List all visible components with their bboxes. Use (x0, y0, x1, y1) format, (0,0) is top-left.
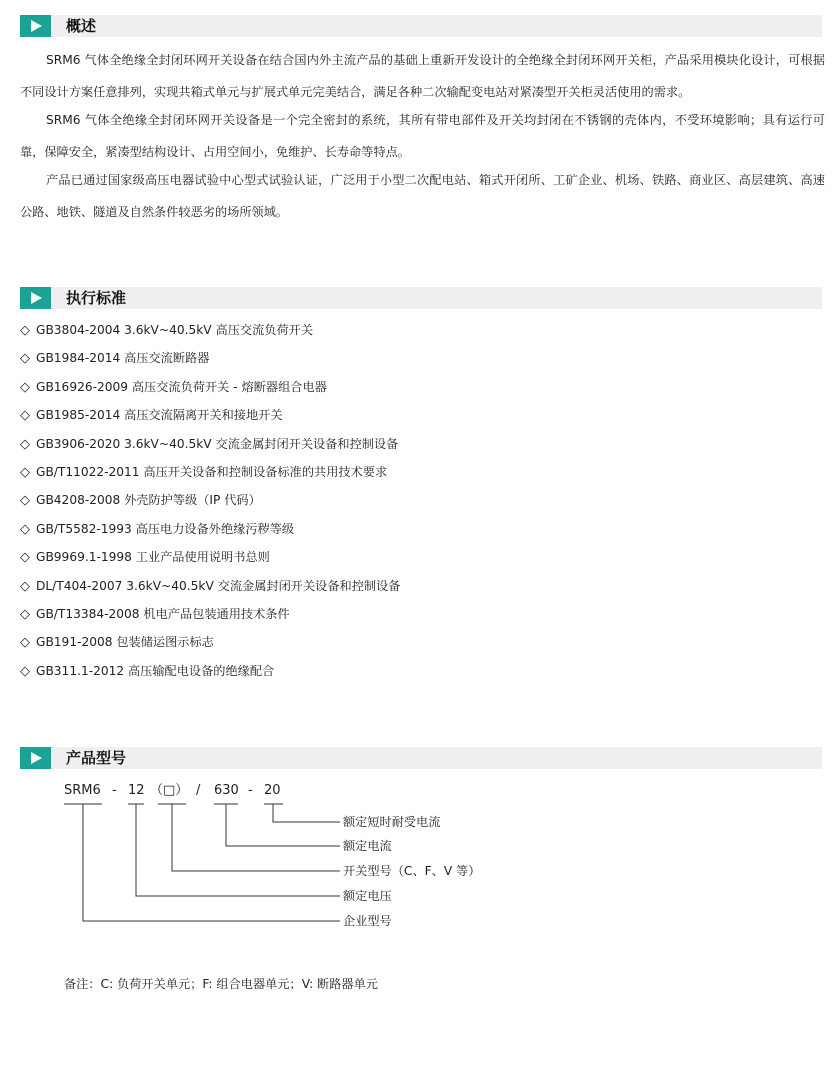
label-switch-type: 开关型号（C、F、V 等） (343, 864, 481, 878)
label-enterprise-model: 企业型号 (343, 914, 392, 928)
diamond-bullet-icon: ◇ (20, 550, 30, 566)
diamond-bullet-icon: ◇ (20, 521, 30, 537)
diamond-bullet-icon: ◇ (20, 635, 30, 651)
label-rated-current: 额定电流 (343, 839, 392, 853)
label-short-time-current: 额定短时耐受电流 (343, 815, 441, 829)
model-code-voltage: 12 (128, 783, 145, 798)
list-item: ◇ GB3906-2020 3.6kV~40.5kV 交流金属封闭开关设备和控制设备 (20, 430, 400, 458)
list-item: ◇ GB311.1-2012 高压输配电设备的绝缘配合 (20, 657, 400, 685)
model-code-slash: / (196, 783, 201, 798)
list-item: ◇ GB/T13384-2008 机电产品包装通用技术条件 (20, 600, 400, 628)
model-note: 备注：C: 负荷开关单元；F: 组合电器单元；V: 断路器单元 (64, 977, 378, 991)
overview-paragraph-3: 产品已通过国家级高压电器试验中心型式试验认证，广泛用于小型二次配电站、箱式开闭所、工矿企业、机场、铁路、商业区、高层建筑、高速公路、地铁、隧道及自然条件较恶劣的场所领域。 (20, 173, 825, 219)
standards-title: 执行标准 (66, 289, 127, 307)
model-code-dash-1: - (112, 783, 117, 798)
overview-title: 概述 (66, 17, 97, 35)
list-item: ◇ GB1985-2014 高压交流隔离开关和接地开关 (20, 401, 400, 429)
diamond-bullet-icon: ◇ (20, 323, 30, 338)
model-title: 产品型号 (66, 749, 127, 767)
overview-paragraph-1: SRM6 气体全绝缘全封闭环网开关设备在结合国内外主流产品的基础上重新开发设计的全绝缘全封闭环网开关柜，产品采用模块化设计，可根据不同设计方案任意排列，实现共箱式单元与扩展式单元完美结合，满足各种二次输配变电站对紧凑型开关柜灵活使用的需求。 (20, 53, 825, 99)
list-item: ◇ GB191-2008 包装储运图示标志 (20, 628, 400, 656)
diamond-bullet-icon: ◇ (20, 606, 30, 622)
model-code-current: 630 (214, 783, 239, 798)
list-item: ◇ GB9969.1-1998 工业产品使用说明书总则 (20, 543, 400, 571)
diamond-bullet-icon: ◇ (20, 493, 30, 509)
overview-paragraph-2: SRM6 气体全绝缘全封闭环网开关设备是一个完全密封的系统，其所有带电部件及开关均封闭在不锈钢的壳体内，不受环境影响；具有运行可靠，保障安全，紧凑型结构设计、占用空间小，免维护、长寿命等特点。 (20, 113, 825, 159)
list-item: ◇ DL/T404-2007 3.6kV~40.5kV 交流金属封闭开关设备和控制设备 (20, 572, 400, 600)
list-item: ◇ GB/T5582-1993 高压电力设备外绝缘污秽等级 (20, 515, 400, 543)
model-code-switch-type: （□） (150, 783, 189, 798)
diamond-bullet-icon: ◇ (20, 408, 30, 424)
diamond-bullet-icon: ◇ (20, 379, 30, 395)
list-item: ◇ GB/T11022-2011 高压开关设备和控制设备标准的共用技术要求 (20, 458, 400, 486)
diamond-bullet-icon: ◇ (20, 351, 30, 367)
diamond-bullet-icon: ◇ (20, 663, 30, 679)
model-code-short-time: 20 (264, 783, 281, 798)
list-item: ◇ GB16926-2009 高压交流负荷开关 - 熔断器组合电器 (20, 373, 400, 401)
list-item: ◇ GB1984-2014 高压交流断路器 (20, 344, 400, 372)
model-code-series: SRM6 (64, 783, 101, 798)
diamond-bullet-icon: ◇ (20, 464, 30, 480)
list-item: ◇ GB4208-2008 外壳防护等级（IP 代码） (20, 486, 400, 514)
model-code-dash-2: - (248, 783, 253, 798)
label-rated-voltage: 额定电压 (343, 889, 392, 903)
diamond-bullet-icon: ◇ (20, 436, 30, 452)
diamond-bullet-icon: ◇ (20, 578, 30, 594)
list-item: ◇ GB3804-2004 3.6kV~40.5kV 高压交流负荷开关 (20, 316, 400, 344)
